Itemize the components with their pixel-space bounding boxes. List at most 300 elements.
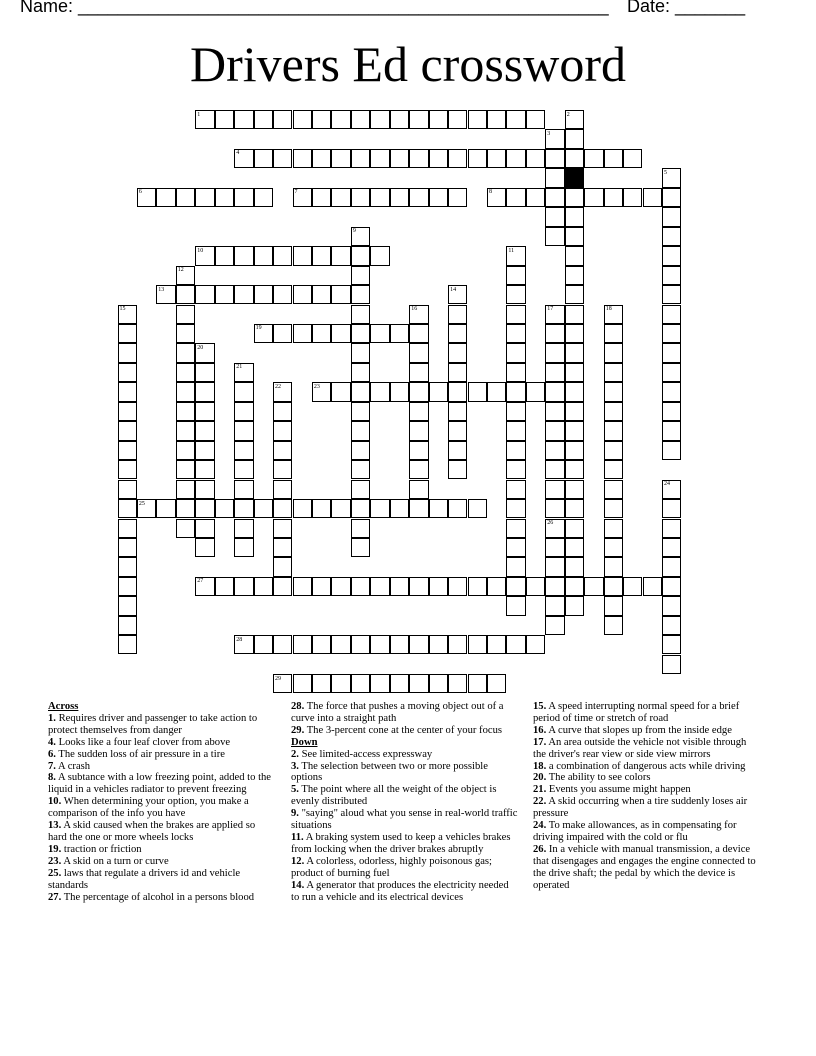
grid-cell[interactable] — [254, 324, 273, 343]
grid-cell[interactable] — [351, 577, 370, 596]
grid-cell[interactable] — [234, 577, 253, 596]
grid-cell[interactable] — [176, 499, 195, 518]
grid-cell[interactable] — [468, 110, 487, 129]
grid-cell[interactable] — [273, 499, 292, 518]
grid-cell[interactable] — [448, 324, 467, 343]
grid-cell[interactable] — [623, 149, 642, 168]
grid-cell[interactable] — [526, 577, 545, 596]
grid-cell[interactable] — [176, 519, 195, 538]
grid-cell[interactable] — [176, 285, 195, 304]
grid-cell[interactable] — [448, 149, 467, 168]
grid-cell[interactable] — [662, 382, 681, 401]
grid-cell[interactable] — [448, 674, 467, 693]
grid-cell[interactable] — [234, 499, 253, 518]
grid-cell[interactable] — [487, 577, 506, 596]
grid-cell[interactable] — [468, 635, 487, 654]
grid-cell[interactable] — [565, 441, 584, 460]
grid-cell[interactable] — [273, 382, 292, 401]
grid-cell[interactable] — [662, 227, 681, 246]
grid-cell[interactable] — [429, 577, 448, 596]
grid-cell[interactable] — [506, 324, 525, 343]
grid-cell[interactable] — [351, 441, 370, 460]
grid-cell[interactable] — [195, 577, 214, 596]
grid-cell[interactable] — [370, 188, 389, 207]
grid-cell[interactable] — [409, 402, 428, 421]
grid-cell[interactable] — [351, 324, 370, 343]
grid-cell[interactable] — [429, 499, 448, 518]
grid-cell[interactable] — [506, 343, 525, 362]
grid-cell[interactable] — [351, 285, 370, 304]
grid-cell[interactable] — [662, 557, 681, 576]
grid-cell[interactable] — [234, 382, 253, 401]
grid-cell[interactable] — [273, 110, 292, 129]
grid-cell[interactable] — [118, 577, 137, 596]
grid-cell[interactable] — [176, 441, 195, 460]
grid-cell[interactable] — [234, 480, 253, 499]
grid-cell[interactable] — [118, 305, 137, 324]
grid-cell[interactable] — [351, 382, 370, 401]
grid-cell[interactable] — [273, 441, 292, 460]
grid-cell[interactable] — [176, 480, 195, 499]
grid-cell[interactable] — [215, 499, 234, 518]
grid-cell[interactable] — [604, 421, 623, 440]
grid-cell[interactable] — [545, 227, 564, 246]
grid-cell[interactable] — [195, 343, 214, 362]
grid-cell[interactable] — [448, 635, 467, 654]
grid-cell[interactable] — [506, 110, 525, 129]
grid-cell[interactable] — [137, 499, 156, 518]
grid-cell[interactable] — [331, 246, 350, 265]
grid-cell[interactable] — [545, 305, 564, 324]
grid-cell[interactable] — [195, 460, 214, 479]
grid-cell[interactable] — [526, 110, 545, 129]
grid-cell[interactable] — [506, 635, 525, 654]
grid-cell[interactable] — [409, 149, 428, 168]
grid-cell[interactable] — [506, 402, 525, 421]
grid-cell[interactable] — [662, 421, 681, 440]
grid-cell[interactable] — [545, 324, 564, 343]
grid-cell[interactable] — [545, 149, 564, 168]
grid-cell[interactable] — [565, 577, 584, 596]
grid-cell[interactable] — [254, 110, 273, 129]
grid-cell[interactable] — [195, 499, 214, 518]
grid-cell[interactable] — [506, 246, 525, 265]
grid-cell[interactable] — [604, 480, 623, 499]
grid-cell[interactable] — [662, 343, 681, 362]
grid-cell[interactable] — [506, 382, 525, 401]
grid-cell[interactable] — [506, 441, 525, 460]
grid-cell[interactable] — [176, 460, 195, 479]
grid-cell[interactable] — [662, 188, 681, 207]
grid-cell[interactable] — [604, 577, 623, 596]
grid-cell[interactable] — [195, 246, 214, 265]
grid-cell[interactable] — [409, 110, 428, 129]
grid-cell[interactable] — [506, 596, 525, 615]
grid-cell[interactable] — [409, 421, 428, 440]
grid-cell[interactable] — [390, 674, 409, 693]
grid-cell[interactable] — [409, 324, 428, 343]
grid-cell[interactable] — [351, 499, 370, 518]
grid-cell[interactable] — [215, 577, 234, 596]
grid-cell[interactable] — [604, 324, 623, 343]
grid-cell[interactable] — [273, 402, 292, 421]
grid-cell[interactable] — [448, 402, 467, 421]
grid-cell[interactable] — [370, 577, 389, 596]
grid-cell[interactable] — [273, 519, 292, 538]
grid-cell[interactable] — [545, 538, 564, 557]
grid-cell[interactable] — [468, 149, 487, 168]
grid-cell[interactable] — [662, 538, 681, 557]
grid-cell[interactable] — [604, 557, 623, 576]
grid-cell[interactable] — [331, 577, 350, 596]
grid-cell[interactable] — [390, 188, 409, 207]
grid-cell[interactable] — [468, 499, 487, 518]
grid-cell[interactable] — [468, 382, 487, 401]
grid-cell[interactable] — [351, 480, 370, 499]
grid-cell[interactable] — [662, 324, 681, 343]
grid-cell[interactable] — [293, 499, 312, 518]
grid-cell[interactable] — [545, 168, 564, 187]
grid-cell[interactable] — [273, 421, 292, 440]
grid-cell[interactable] — [409, 635, 428, 654]
grid-cell[interactable] — [448, 110, 467, 129]
grid-cell[interactable] — [118, 343, 137, 362]
grid-cell[interactable] — [331, 382, 350, 401]
grid-cell[interactable] — [390, 149, 409, 168]
grid-cell[interactable] — [468, 674, 487, 693]
grid-cell[interactable] — [118, 421, 137, 440]
grid-cell[interactable] — [195, 188, 214, 207]
grid-cell[interactable] — [604, 343, 623, 362]
grid-cell[interactable] — [448, 382, 467, 401]
grid-cell[interactable] — [545, 441, 564, 460]
grid-cell[interactable] — [234, 538, 253, 557]
grid-cell[interactable] — [565, 227, 584, 246]
grid-cell[interactable] — [273, 460, 292, 479]
grid-cell[interactable] — [604, 596, 623, 615]
grid-cell[interactable] — [390, 382, 409, 401]
grid-cell[interactable] — [662, 305, 681, 324]
grid-cell[interactable] — [584, 188, 603, 207]
grid-cell[interactable] — [273, 538, 292, 557]
grid-cell[interactable] — [565, 499, 584, 518]
grid-cell[interactable] — [409, 499, 428, 518]
grid-cell[interactable] — [195, 441, 214, 460]
grid-cell[interactable] — [118, 538, 137, 557]
grid-cell[interactable] — [351, 246, 370, 265]
grid-cell[interactable] — [351, 110, 370, 129]
grid-cell[interactable] — [565, 557, 584, 576]
grid-cell[interactable] — [604, 363, 623, 382]
grid-cell[interactable] — [331, 285, 350, 304]
grid-cell[interactable] — [312, 188, 331, 207]
grid-cell[interactable] — [506, 285, 525, 304]
grid-cell[interactable] — [331, 635, 350, 654]
grid-cell[interactable] — [234, 441, 253, 460]
grid-cell[interactable] — [487, 110, 506, 129]
grid-cell[interactable] — [662, 655, 681, 674]
grid-cell[interactable] — [506, 363, 525, 382]
grid-cell[interactable] — [565, 129, 584, 148]
grid-cell[interactable] — [429, 188, 448, 207]
grid-cell[interactable] — [195, 421, 214, 440]
grid-cell[interactable] — [215, 246, 234, 265]
grid-cell[interactable] — [506, 305, 525, 324]
grid-cell[interactable] — [312, 149, 331, 168]
grid-cell[interactable] — [565, 266, 584, 285]
grid-cell[interactable] — [506, 149, 525, 168]
grid-cell[interactable] — [273, 674, 292, 693]
grid-cell[interactable] — [662, 363, 681, 382]
grid-cell[interactable] — [526, 635, 545, 654]
grid-cell[interactable] — [351, 519, 370, 538]
grid-cell[interactable] — [273, 577, 292, 596]
grid-cell[interactable] — [526, 188, 545, 207]
grid-cell[interactable] — [662, 616, 681, 635]
grid-cell[interactable] — [390, 499, 409, 518]
grid-cell[interactable] — [118, 363, 137, 382]
grid-cell[interactable] — [351, 402, 370, 421]
grid-cell[interactable] — [234, 110, 253, 129]
grid-cell[interactable] — [468, 577, 487, 596]
grid-cell[interactable] — [565, 246, 584, 265]
grid-cell[interactable] — [487, 188, 506, 207]
grid-cell[interactable] — [370, 110, 389, 129]
grid-cell[interactable] — [409, 305, 428, 324]
grid-cell[interactable] — [273, 557, 292, 576]
grid-cell[interactable] — [565, 305, 584, 324]
grid-cell[interactable] — [662, 635, 681, 654]
grid-cell[interactable] — [565, 207, 584, 226]
grid-cell[interactable] — [545, 557, 564, 576]
grid-cell[interactable] — [545, 616, 564, 635]
grid-cell[interactable] — [351, 227, 370, 246]
grid-cell[interactable] — [370, 635, 389, 654]
grid-cell[interactable] — [351, 149, 370, 168]
grid-cell[interactable] — [118, 460, 137, 479]
grid-cell[interactable] — [293, 577, 312, 596]
grid-cell[interactable] — [273, 635, 292, 654]
grid-cell[interactable] — [156, 499, 175, 518]
grid-cell[interactable] — [293, 246, 312, 265]
grid-cell[interactable] — [273, 324, 292, 343]
grid-cell[interactable] — [370, 246, 389, 265]
grid-cell[interactable] — [118, 635, 137, 654]
grid-cell[interactable] — [312, 110, 331, 129]
grid-cell[interactable] — [409, 363, 428, 382]
grid-cell[interactable] — [312, 324, 331, 343]
grid-cell[interactable] — [195, 382, 214, 401]
grid-cell[interactable] — [118, 519, 137, 538]
grid-cell[interactable] — [662, 499, 681, 518]
grid-cell[interactable] — [176, 382, 195, 401]
grid-cell[interactable] — [390, 577, 409, 596]
grid-cell[interactable] — [390, 635, 409, 654]
grid-cell[interactable] — [623, 577, 642, 596]
grid-cell[interactable] — [409, 343, 428, 362]
grid-cell[interactable] — [351, 674, 370, 693]
grid-cell[interactable] — [312, 382, 331, 401]
grid-cell[interactable] — [409, 441, 428, 460]
grid-cell[interactable] — [604, 441, 623, 460]
grid-cell[interactable] — [195, 480, 214, 499]
grid-cell[interactable] — [195, 110, 214, 129]
grid-cell[interactable] — [234, 421, 253, 440]
grid-cell[interactable] — [293, 188, 312, 207]
grid-cell[interactable] — [429, 674, 448, 693]
grid-cell[interactable] — [293, 110, 312, 129]
grid-cell[interactable] — [526, 149, 545, 168]
grid-cell[interactable] — [215, 188, 234, 207]
grid-cell[interactable] — [195, 363, 214, 382]
grid-cell[interactable] — [545, 402, 564, 421]
grid-cell[interactable] — [506, 577, 525, 596]
grid-cell[interactable] — [565, 538, 584, 557]
grid-cell[interactable] — [604, 149, 623, 168]
grid-cell[interactable] — [351, 421, 370, 440]
grid-cell[interactable] — [234, 363, 253, 382]
grid-cell[interactable] — [604, 305, 623, 324]
grid-cell[interactable] — [448, 577, 467, 596]
grid-cell[interactable] — [545, 596, 564, 615]
grid-cell[interactable] — [351, 305, 370, 324]
grid-cell[interactable] — [176, 343, 195, 362]
grid-cell[interactable] — [565, 285, 584, 304]
grid-cell[interactable] — [565, 149, 584, 168]
grid-cell[interactable] — [118, 480, 137, 499]
grid-cell[interactable] — [351, 363, 370, 382]
grid-cell[interactable] — [565, 188, 584, 207]
grid-cell[interactable] — [662, 519, 681, 538]
grid-cell[interactable] — [409, 674, 428, 693]
grid-cell[interactable] — [273, 246, 292, 265]
grid-cell[interactable] — [351, 266, 370, 285]
grid-cell[interactable] — [604, 188, 623, 207]
grid-cell[interactable] — [565, 460, 584, 479]
grid-cell[interactable] — [370, 324, 389, 343]
grid-cell[interactable] — [312, 246, 331, 265]
grid-cell[interactable] — [331, 324, 350, 343]
grid-cell[interactable] — [565, 402, 584, 421]
grid-cell[interactable] — [176, 324, 195, 343]
grid-cell[interactable] — [273, 285, 292, 304]
grid-cell[interactable] — [370, 499, 389, 518]
grid-cell[interactable] — [331, 674, 350, 693]
grid-cell[interactable] — [118, 324, 137, 343]
grid-cell[interactable] — [273, 480, 292, 499]
grid-cell[interactable] — [545, 499, 564, 518]
grid-cell[interactable] — [351, 635, 370, 654]
grid-cell[interactable] — [565, 343, 584, 362]
grid-cell[interactable] — [545, 519, 564, 538]
grid-cell[interactable] — [234, 402, 253, 421]
grid-cell[interactable] — [351, 343, 370, 362]
grid-cell[interactable] — [118, 382, 137, 401]
grid-cell[interactable] — [370, 149, 389, 168]
grid-cell[interactable] — [643, 188, 662, 207]
grid-cell[interactable] — [565, 596, 584, 615]
grid-cell[interactable] — [545, 343, 564, 362]
grid-cell[interactable] — [662, 207, 681, 226]
grid-cell[interactable] — [254, 635, 273, 654]
grid-cell[interactable] — [662, 246, 681, 265]
grid-cell[interactable] — [234, 149, 253, 168]
grid-cell[interactable] — [565, 363, 584, 382]
grid-cell[interactable] — [254, 149, 273, 168]
grid-cell[interactable] — [604, 402, 623, 421]
grid-cell[interactable] — [429, 149, 448, 168]
grid-cell[interactable] — [234, 188, 253, 207]
grid-cell[interactable] — [390, 324, 409, 343]
grid-cell[interactable] — [234, 635, 253, 654]
grid-cell[interactable] — [215, 110, 234, 129]
grid-cell[interactable] — [254, 188, 273, 207]
grid-cell[interactable] — [604, 538, 623, 557]
grid-cell[interactable] — [623, 188, 642, 207]
grid-cell[interactable] — [506, 460, 525, 479]
grid-cell[interactable] — [156, 188, 175, 207]
grid-cell[interactable] — [137, 188, 156, 207]
grid-cell[interactable] — [604, 382, 623, 401]
grid-cell[interactable] — [604, 519, 623, 538]
grid-cell[interactable] — [293, 674, 312, 693]
grid-cell[interactable] — [370, 674, 389, 693]
grid-cell[interactable] — [565, 519, 584, 538]
grid-cell[interactable] — [312, 674, 331, 693]
grid-cell[interactable] — [429, 635, 448, 654]
grid-cell[interactable] — [312, 635, 331, 654]
grid-cell[interactable] — [448, 343, 467, 362]
grid-cell[interactable] — [195, 519, 214, 538]
grid-cell[interactable] — [156, 285, 175, 304]
grid-cell[interactable] — [448, 441, 467, 460]
grid-cell[interactable] — [448, 460, 467, 479]
grid-cell[interactable] — [293, 324, 312, 343]
grid-cell[interactable] — [662, 168, 681, 187]
grid-cell[interactable] — [545, 421, 564, 440]
grid-cell[interactable] — [545, 382, 564, 401]
grid-cell[interactable] — [526, 382, 545, 401]
grid-cell[interactable] — [429, 110, 448, 129]
grid-cell[interactable] — [487, 149, 506, 168]
grid-cell[interactable] — [448, 421, 467, 440]
grid-cell[interactable] — [331, 499, 350, 518]
grid-cell[interactable] — [545, 363, 564, 382]
grid-cell[interactable] — [234, 285, 253, 304]
grid-cell[interactable] — [448, 363, 467, 382]
grid-cell[interactable] — [293, 285, 312, 304]
grid-cell[interactable] — [662, 402, 681, 421]
grid-cell[interactable] — [506, 499, 525, 518]
grid-cell[interactable] — [234, 519, 253, 538]
grid-cell[interactable] — [545, 460, 564, 479]
grid-cell[interactable] — [254, 285, 273, 304]
grid-cell[interactable] — [429, 382, 448, 401]
grid-cell[interactable] — [331, 149, 350, 168]
grid-cell[interactable] — [506, 188, 525, 207]
grid-cell[interactable] — [273, 149, 292, 168]
grid-cell[interactable] — [662, 441, 681, 460]
grid-cell[interactable] — [565, 480, 584, 499]
grid-cell[interactable] — [254, 246, 273, 265]
grid-cell[interactable] — [506, 519, 525, 538]
grid-cell[interactable] — [118, 499, 137, 518]
grid-cell[interactable] — [234, 246, 253, 265]
grid-cell[interactable] — [234, 460, 253, 479]
grid-cell[interactable] — [331, 188, 350, 207]
grid-cell[interactable] — [312, 577, 331, 596]
grid-cell[interactable] — [506, 266, 525, 285]
